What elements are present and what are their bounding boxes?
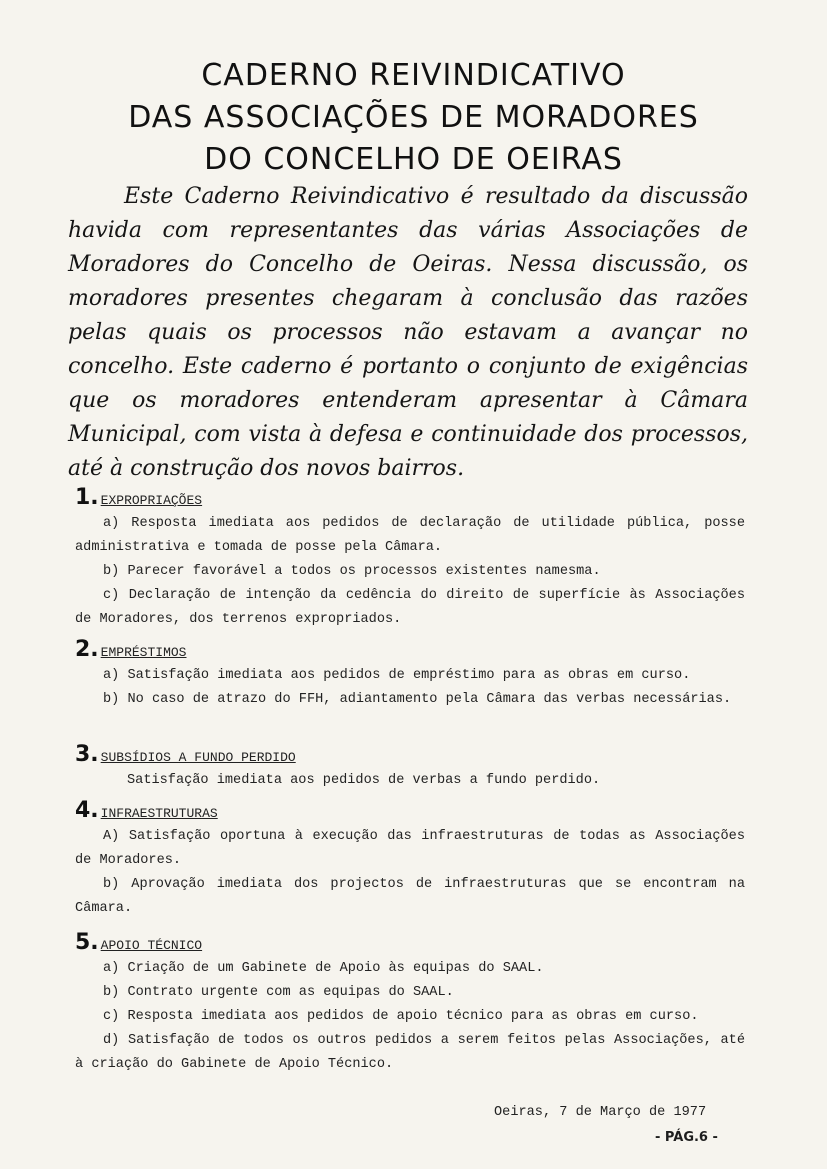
section-number: 3. xyxy=(75,742,99,767)
list-item: c) Declaração de intenção da cedência do direito de superfície às Associações de Moradores, dos terrenos expropriados. xyxy=(75,588,745,627)
section-number: 4. xyxy=(75,798,99,823)
title-line-2: DAS ASSOCIAÇÕES DE MORADORES xyxy=(128,100,699,135)
page-number: - PÁG.6 - xyxy=(655,1130,718,1145)
section-infraestruturas xyxy=(75,799,745,921)
list-item: b) Contrato urgente com as equipas do SAAL. xyxy=(103,985,454,1000)
section-number: 1. xyxy=(75,485,99,510)
section-heading: APOIO TÉCNICO xyxy=(100,938,203,953)
section-subsidios xyxy=(75,743,745,793)
section-heading: SUBSÍDIOS A FUNDO PERDIDO xyxy=(100,750,296,765)
list-item: d) Satisfação de todos os outros pedidos a serem feitos pelas Associações, até à criação do Gabinete de Apoio Técnico. xyxy=(75,1033,745,1072)
section-apoio-tecnico xyxy=(75,931,745,1077)
section-heading: INFRAESTRUTURAS xyxy=(100,806,218,821)
list-item: c) Resposta imediata aos pedidos de apoio técnico para as obras em curso. xyxy=(103,1009,699,1024)
section-heading: EXPROPRIAÇÕES xyxy=(100,493,203,508)
list-item: Satisfação imediata aos pedidos de verbas a fundo perdido. xyxy=(127,773,601,788)
list-item: b) No caso de atrazo do FFH, adiantamento pela Câmara das verbas necessárias. xyxy=(103,692,732,707)
section-number: 5. xyxy=(75,930,99,955)
section-expropriacoes xyxy=(75,486,745,632)
list-item: a) Criação de um Gabinete de Apoio às equipas do SAAL. xyxy=(103,961,544,976)
section-number: 2. xyxy=(75,637,99,662)
list-item: a) Satisfação imediata aos pedidos de empréstimo para as obras em curso. xyxy=(103,668,691,683)
document-date: Oeiras, 7 de Março de 1977 xyxy=(494,1105,707,1120)
section-heading: EMPRÉSTIMOS xyxy=(100,645,187,660)
list-item: a) Resposta imediata aos pedidos de declaração de utilidade pública, posse administrativa e tomada de posse pela Câmara. xyxy=(75,516,745,555)
title-line-3: DO CONCELHO DE OEIRAS xyxy=(204,142,623,177)
section-emprestimos xyxy=(75,638,745,712)
list-item: A) Satisfação oportuna à execução das infraestruturas de todas as Associações de Moradores. xyxy=(75,829,745,868)
title-line-1: CADERNO REIVINDICATIVO xyxy=(201,58,626,93)
intro-paragraph: Este Caderno Reivindicativo é resultado da discussão havida com representantes das várias Associações de Moradores do Concelho de Oeiras. Nessa discussão, os moradores presentes chegaram à conclusão das razões pelas quais os processos não estavam a avançar no concelho. Este caderno é portanto o conjunto de exigências que os moradores entenderam apresentar à Câmara Municipal, com vista à defesa e continuidade dos processos, até à construção dos novos bairros. xyxy=(68,184,748,481)
list-item: b) Aprovação imediata dos projectos de infraestruturas que se encontram na Câmara. xyxy=(75,877,745,916)
list-item: b) Parecer favorável a todos os processos existentes namesma. xyxy=(103,564,601,579)
